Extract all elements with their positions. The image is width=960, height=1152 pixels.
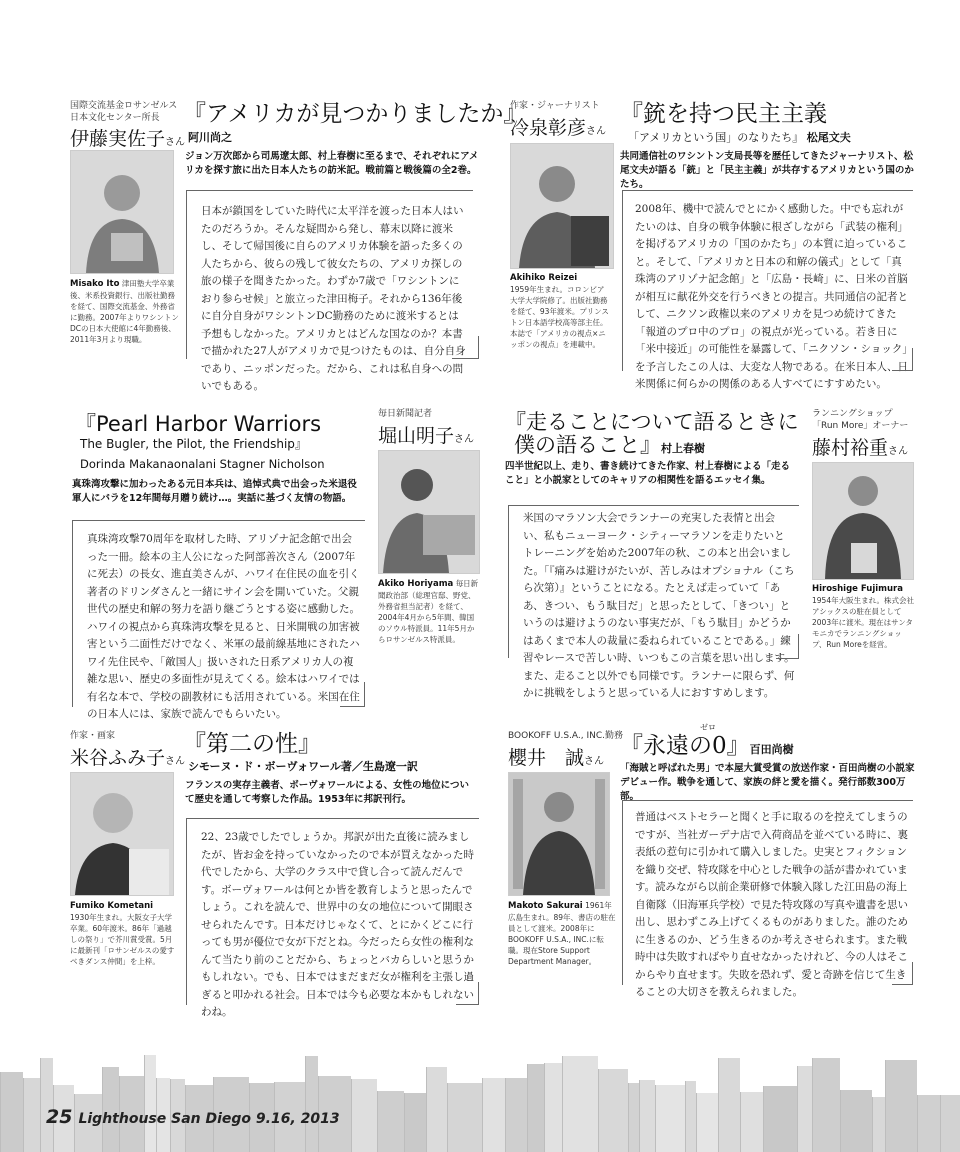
book-spine [598, 1069, 628, 1152]
s3-summary: 真珠湾攻撃に加わったある元日本兵は、追悼式典で出会った米退役軍人にバラを12年間毎月贈り続け…。実話に基づく友情の物語。 [72, 479, 357, 504]
person-silhouette-icon [509, 773, 609, 895]
s3-review-corner [340, 682, 365, 707]
s1-book-author: 阿川尚之 [188, 131, 232, 144]
s1-book-title: 『アメリカが見つかりましたか』 [183, 101, 527, 127]
s6-title-ruby: ゼロ [700, 723, 716, 732]
s3-portrait-photo [378, 450, 480, 574]
s3-caption: Akiko Horiyama 毎日新聞政治部（総理官邸、野党、外務省担当記者）を経て、2004年4月から5年間、韓国のソウル特派員。11年5月からロサンゼルス特派員。 [378, 579, 479, 644]
book-spine [885, 1060, 917, 1152]
book-spine [718, 1058, 740, 1152]
s2-caption: Akihiko Reizei 1959年生まれ。コロンビア大学大学院修了。出版社勤務を経て、93年渡米。プリンストン日本語学校高等部主任。本誌で「アメリカの視点×ニッポンの視点」を連載中。 [510, 273, 609, 349]
s1-review-box [186, 190, 473, 392]
book-spine [426, 1067, 447, 1152]
person-silhouette-icon [379, 451, 479, 573]
s1-role [70, 100, 180, 124]
s6-review-corner [892, 962, 913, 985]
book-spine [505, 1078, 527, 1152]
book-spine [940, 1095, 960, 1152]
s5-summary: フランスの実存主義者、ボーヴォワールによる、女性の地位について歴史を通して考察した作品。1953年に邦訳刊行。 [185, 780, 469, 805]
s5-person-name: 米谷ふみ子さん [70, 747, 186, 769]
s6-role: BOOKOFF U.S.A., INC.勤務 [508, 731, 624, 741]
s6-portrait-photo [508, 772, 610, 896]
page-number: 25 [46, 1106, 73, 1128]
s1-portrait-photo [70, 150, 174, 274]
book-spine [404, 1093, 426, 1152]
s1-role-line2: 日本文化センター所長 [70, 113, 160, 123]
s3-person-name: 堀山明子さん [378, 425, 475, 447]
s2-portrait-photo [510, 143, 614, 269]
s6-review-text: 普通はベストセラーと聞くと手に取るのを控えてしまうのですが、当社ガーデナ店で入荷商品を並べている時に、裏表紙の惹句に引かれて購入しました。史実とフィクションを織り交ぜ、特攻隊を中心とした戦争の話が書かれています。読みながら以前企業研修で体験入隊した江田島の海上自衛隊（旧海軍兵学校）で見た特攻隊の写真や遺書を思い出し、思わずこみ上げてくるものがありました。誰のために生きるのか、どう生きるのか考えさせられます。また戦時中は失敗すればやり直せなかったけれど、今の人はそこからやり直せます。失敗を恐れず、愛と奇跡を信じて生きることの大切さを教えられました。 [635, 811, 908, 998]
bookshelf-decoration [0, 1052, 960, 1152]
book-spine [628, 1083, 639, 1152]
s4-review-corner [776, 634, 799, 659]
s1-review-text: 日本が鎖国をしていた時代に太平洋を渡った日本人はいたのだろうか。そんな疑問から発し、幕末以降に渡米し、そして帰国後に自らのアメリカ体験を語った多くの人たちから、彼らの残して彼女たちの、アメリカ探しの旅の様子を聞きたかった。わずか7歳で「ワシントンにおり参らせ候」と旅立った津田梅子。それから136年後に自分自身がワシントンDC勤務のために渡米するとは予想もしなかった。アメリカとはどんな国なのか？本書で描かれた27人がアメリカで見つけたものは、自分自身であり、ニッポンだった。だから、これは私自身への問いでもある。 [201, 205, 466, 392]
s6-summary: 「海賊と呼ばれた男」で本屋大賞受賞の放送作家・百田尚樹の小説家デビュー作。戦争を通して、家族の絆と愛を描く。発行部数300万部。 [620, 763, 915, 802]
book-spine [655, 1085, 685, 1152]
s1-caption: Misako Ito 津田塾大学卒業後、米系投資銀行、出版社勤務を経て、国際交流基金、外務省に勤務。2007年よりワシントンDCの日本大使館に4年勤務後、2011年3月より現職。 [70, 279, 179, 344]
s3-review-box [72, 520, 365, 720]
book-spine [917, 1095, 940, 1152]
page-footer [46, 1106, 340, 1128]
s2-person-name: 冷泉彰彦さん [510, 117, 607, 139]
person-silhouette-icon [71, 151, 173, 273]
s4-review-box [508, 505, 799, 699]
book-spine [23, 1078, 40, 1152]
s4-caption: Hiroshige Fujimura 1954年大阪生まれ。株式会社アシックスの駐在員として2003年に渡米。現在はサンタモニカでランニングショップ、Run Moreを経営。 [812, 584, 915, 649]
s5-review-corner [456, 982, 479, 1005]
s1-person-name: 伊藤実佐子さん [70, 128, 186, 150]
book-spine [377, 1091, 404, 1152]
book-spine [305, 1056, 318, 1152]
s2-role: 作家・ジャーナリスト [510, 101, 600, 111]
s5-book-author: シモーヌ・ド・ボーヴォワール著／生島遼一訳 [188, 760, 418, 773]
s5-caption: Fumiko Kometani 1930年生まれ。大阪女子大学卒業。60年渡米。86年「過越しの祭り」で芥川賞受賞。5月に最新刊「ロサンゼルスの愛すべきダンス仲間」を上梓。 [70, 901, 175, 966]
book-spine [0, 1072, 23, 1152]
s5-review-box [186, 818, 479, 1018]
s2-review-box [622, 190, 913, 390]
s2-summary: 共同通信社のワシントン支局長等を歴任してきたジャーナリスト、松尾文夫が語る「銃」と「民主主義」が共存するアメリカという国のかたち。 [620, 151, 914, 190]
book-spine [527, 1064, 544, 1152]
s3-book-author: Dorinda Makanaonalani Stagner Nicholson [80, 457, 325, 471]
s6-caption: Makoto Sakurai 1961年広島生まれ。89年、書店の駐在員として渡米。2008年にBOOKOFF U.S.A., INC.に転職。現在Store Support Department Manager。 [508, 901, 616, 966]
s5-portrait-photo [70, 772, 174, 896]
book-spine [840, 1090, 872, 1152]
s3-role: 毎日新聞記者 [378, 409, 433, 419]
book-spine [351, 1079, 377, 1152]
s1-role-line1: 国際交流基金ロサンゼルス [70, 101, 178, 111]
book-spine [544, 1063, 562, 1152]
s2-review-corner [892, 348, 913, 371]
s4-review-text: 米国のマラソン大会でランナーの充実した表情と出会い、私もニューヨーク・シティーマラソンを走りたいとトレーニングを始めた2007年の秋、この本と出会いました。「『痛みは避けがたいが、苦しみはオプショナル（こちら次第）』ということになる。たとえば走っていて「ああ、きつい、もう駄目だ」と思ったとして、「きつい」というのは避けようのない事実だが、「もう駄目」かどうかはあくまで本人の裁量に委ねられていることである。」練習やレースで苦しい時、いつもこの言葉を思い出します。また、走ること以外でも同様です。ランナーに限らず、何かに挑戦をしようと思っている人におすすめします。 [523, 512, 795, 699]
person-silhouette-icon [71, 773, 173, 895]
s4-book-title-line1: 『走ることについて語るときに [505, 410, 799, 434]
s4-person-name: 藤村裕重さん [812, 437, 909, 459]
book-spine [685, 1081, 696, 1152]
person-silhouette-icon [511, 144, 613, 268]
s6-book-author: 百田尚樹 [749, 743, 794, 756]
book-spine [144, 1055, 156, 1152]
book-spine [562, 1056, 598, 1152]
s2-book-subtitle: 「アメリカという国」のなりたち』 松尾文夫 [628, 131, 851, 144]
book-spine [639, 1080, 655, 1152]
book-spine [763, 1086, 797, 1152]
book-spine [696, 1093, 718, 1152]
book-spine [40, 1058, 53, 1152]
s5-book-title: 『第二の性』 [183, 731, 321, 757]
s4-role: ランニングショップ 「Run More」オーナー [812, 409, 909, 431]
s2-book-title: 『銃を持つ民主主義 [620, 101, 827, 127]
person-silhouette-icon [813, 463, 913, 579]
s6-book-title: 『永遠の0』百田尚樹 [620, 733, 794, 759]
book-spine [797, 1066, 812, 1152]
book-spine [447, 1083, 482, 1152]
book-spine [812, 1058, 840, 1152]
s6-person-name: 櫻井 誠さん [508, 747, 605, 769]
s3-book-title: 『Pearl Harbor Warriors [75, 412, 322, 436]
s1-summary: ジョン万次郎から司馬遼太郎、村上春樹に至るまで、それぞれにアメリカを探す旅に出た日本人たちの訪米記。戦前篇と戦後篇の全2巻。 [185, 151, 479, 176]
s4-summary: 四半世紀以上、走り、書き続けてきた作家、村上春樹による「走ること」と小説家としてのキャリアの相関性を語るエッセイ集。 [505, 461, 791, 486]
book-spine [482, 1078, 505, 1152]
s6-review-box [622, 800, 913, 998]
s5-review-text: 22、23歳でしたでしょうか。邦訳が出た直後に読みましたが、皆お金を持っていなかったので本が買えなかった時代でしたから、大学のクラス中で貸し合って読んだんです。ボーヴォワールは何とか皆を教育しようと思ったんでしょう。これを読んで、世界中の女の地位について開眼させられたんです。日本だけじゃなくて、とにかくどこに行っても男が優位で女が下だとね。今だったら女性の権利なんて当たり前のことだから、ちょっとバカらしいと思うかもしれない。でも、日本ではまだまだ女が権利を主張し過ぎると叩かれる社会。日本では今も必要な本かもしれないわね。 [201, 831, 474, 1018]
book-spine [872, 1097, 885, 1152]
s4-portrait-photo [812, 462, 914, 580]
book-spine [740, 1092, 763, 1152]
publication-info: Lighthouse San Diego 9.16, 2013 [78, 1111, 340, 1127]
s4-book-author: 村上春樹 [661, 442, 705, 455]
s3-book-subtitle: The Bugler, the Pilot, the Friendship』 [80, 437, 307, 451]
s4-book-title-line2: 僕の語ること』村上春樹 [514, 433, 705, 457]
s3-review-text: 真珠湾攻撃70周年を取材した時、アリゾナ記念館で出会った一冊。絵本の主人公になった阿部善次さん（2007年に死去）の長女、進直美さんが、ハワイ在住民の血を引く著者のドリンダさんと一緒にサイン会を開いていた。父親世代の歴史和解の努力を語り継ごうとする姿に感動した。ハワイの視点から真珠湾攻撃を見ると、日米開戦の加害被害という二面性だけでなく、米軍の最前線基地にされたハワイ先住民や、「敵国人」扱いされた日系アメリカ人の複雑な思い、歴史の多面性が見えてくる。絵本はハワイでは有名な本で、学校の副教材にも活用されている。米国在住の日本人には、家族で読んでもらいたい。 [87, 533, 360, 720]
s5-role: 作家・画家 [70, 731, 116, 741]
s1-review-corner [452, 336, 479, 359]
s2-review-text: 2008年、機中で読んでとにかく感動した。中でも忘れがたいのは、自身の戦争体験に根ざしながら「武装の権利」を掲げるアメリカの「国のかたち」の本質に迫っていること。そして、「アメリカと日本の和解の儀式」として「真珠湾のアリゾナ記念館」と「広島・長崎」に、日米の首脳が相互に献花外交を行うべきとの提言。共同通信の記者として、ニクソン政権以来のアメリカを見つめ続けてきた「報道のプロ中のプロ」の視点が光っている。若き日に「米中接近」の可能性を暴露して、「ニクソン・ショック」を予言したこの人は、大変な人物である。在米日本人、日米関係に何らかの関係のある人すべてにすすめたい。 [635, 203, 908, 390]
